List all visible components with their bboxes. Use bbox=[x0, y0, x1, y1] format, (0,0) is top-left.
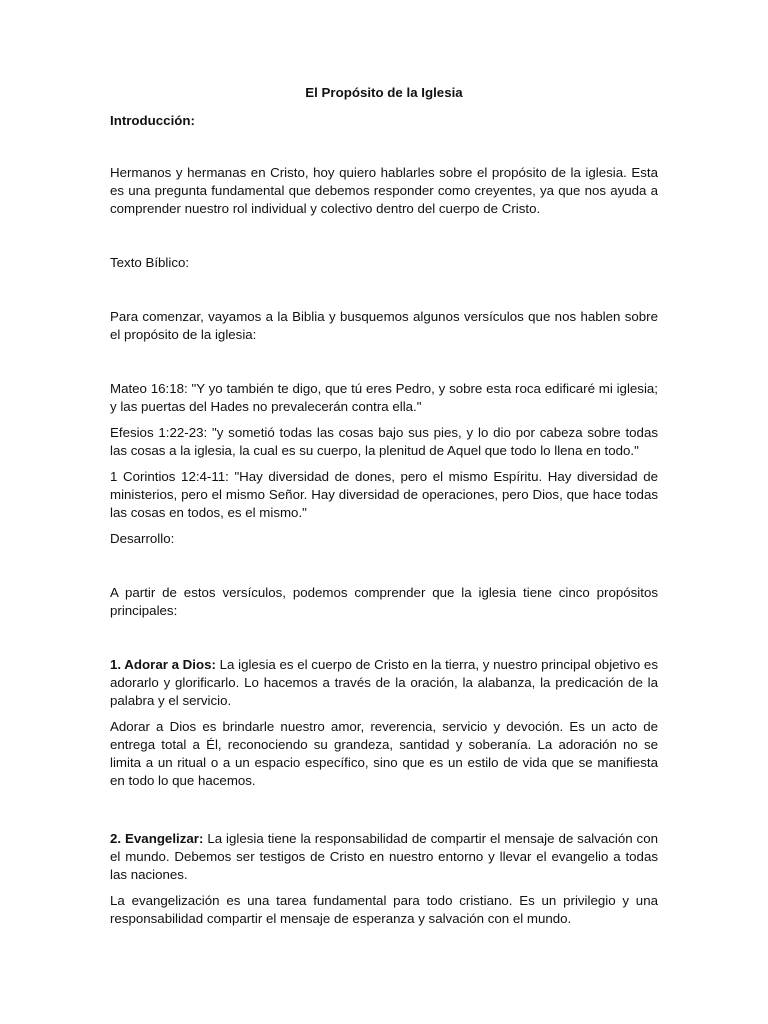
biblical-heading: Texto Bíblico: bbox=[110, 255, 190, 270]
verse-paragraph: Efesios 1:22-23: "y sometió todas las cosas bajo sus pies, y lo dio por cabeza sobre todas las cosas a la iglesia, la cual es su cuerpo, la plenitud de Aquel que todo lo llena en todo." bbox=[110, 425, 658, 458]
purpose-label: 1. Adorar a Dios: bbox=[110, 657, 216, 672]
purpose-detail-paragraph: La evangelización es una tarea fundamental para todo cristiano. Es un privilegio y una responsabilidad compartir el mensaje de esperanza y salvación con el mundo. bbox=[110, 893, 658, 926]
purpose-paragraph bbox=[110, 830, 658, 884]
development-intro-paragraph: A partir de estos versículos, podemos comprender que la iglesia tiene cinco propósitos principales: bbox=[110, 585, 658, 618]
document-title: El Propósito de la Iglesia bbox=[305, 85, 463, 100]
purpose-text: La iglesia es el cuerpo de Cristo en la tierra, y nuestro principal objetivo es adorarlo y glorificarlo. Lo hacemos a través de la oración, la alabanza, la predicación de la palabra y el servicio. bbox=[110, 657, 658, 708]
verse-paragraph: 1 Corintios 12:4-11: "Hay diversidad de dones, pero el mismo Espíritu. Hay diversidad de ministerios, pero el mismo Señor. Hay diversidad de operaciones, pero Dios, que hace todas las cosas en todos, es el mismo." bbox=[110, 469, 658, 520]
purpose-label: 2. Evangelizar: bbox=[110, 831, 204, 846]
verse-paragraph: Mateo 16:18: "Y yo también te digo, que tú eres Pedro, y sobre esta roca edificaré mi iglesia; y las puertas del Hades no prevalecerán contra ella." bbox=[110, 381, 658, 414]
purpose-text: La iglesia tiene la responsabilidad de compartir el mensaje de salvación con el mundo. Debemos ser testigos de Cristo en nuestro entorno y llevar el evangelio a todas las naciones. bbox=[110, 831, 658, 882]
purpose-paragraph bbox=[110, 656, 658, 710]
biblical-intro-paragraph: Para comenzar, vayamos a la Biblia y busquemos algunos versículos que nos hablen sobre el propósito de la iglesia: bbox=[110, 309, 658, 342]
intro-paragraph: Hermanos y hermanas en Cristo, hoy quiero hablarles sobre el propósito de la iglesia. Esta es una pregunta fundamental que debemos responder como creyentes, ya que nos ayuda a comprender nuestro rol individual y colectivo dentro del cuerpo de Cristo. bbox=[110, 165, 658, 216]
development-heading: Desarrollo: bbox=[110, 531, 175, 546]
purpose-detail-paragraph: Adorar a Dios es brindarle nuestro amor, reverencia, servicio y devoción. Es un acto de entrega total a Él, reconociendo su grandeza, santidad y soberanía. La adoración no se limita a un ritual o a un espacio específico, sino que es un estilo de vida que se manifiesta en todo lo que hacemos. bbox=[110, 719, 658, 788]
intro-heading: Introducción: bbox=[110, 113, 195, 128]
